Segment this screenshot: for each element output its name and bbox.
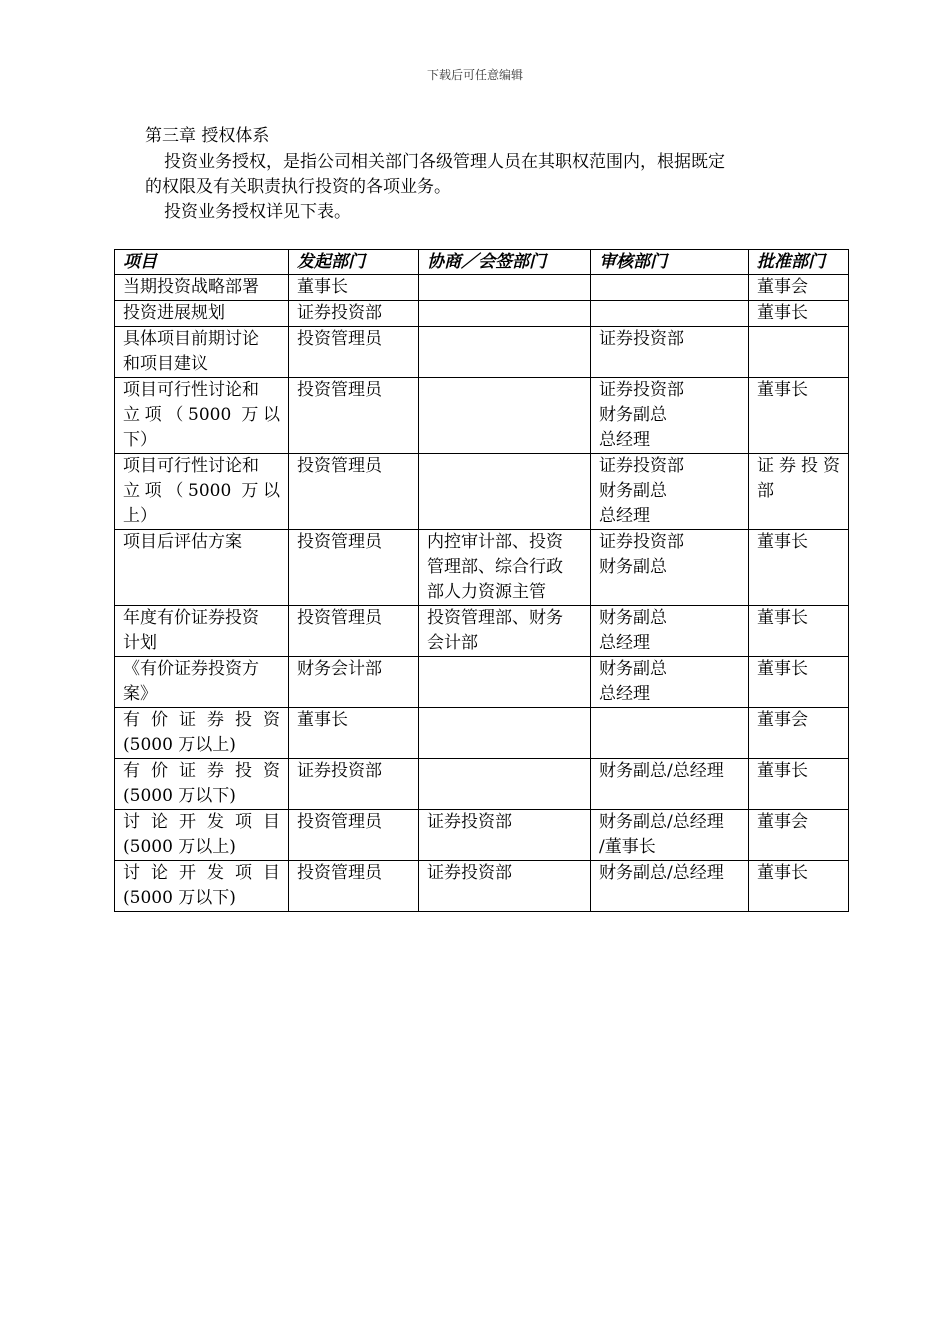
cell-line: (5000 万以上) (123, 735, 236, 755)
cell-line: 上） (123, 506, 157, 526)
cell-line: 投资管理员 (297, 329, 382, 349)
cell-line: 投资管理员 (297, 380, 382, 400)
cell-line: 总经理 (599, 684, 650, 704)
cell-consult (419, 810, 591, 861)
cell-line: 财务副总 (599, 405, 667, 425)
cell-line: 立项（5000 万以 (123, 405, 280, 425)
header-note: 下载后可任意编辑 (426, 68, 523, 82)
cell-line: 董事长 (297, 710, 348, 730)
cell-line: 项目可行性讨论和 (123, 380, 259, 400)
cell-review (591, 301, 749, 327)
cell-consult (419, 454, 591, 530)
cell-line: 投资管理员 (297, 456, 382, 476)
cell-line: 证券投资部 (599, 456, 684, 476)
table-row (115, 454, 849, 530)
cell-line: 和项目建议 (123, 354, 208, 374)
cell-item (115, 657, 289, 708)
cell-line: 董事会 (757, 277, 808, 297)
cell-review (591, 606, 749, 657)
cell-line: 投资管理部、财务 (427, 608, 563, 628)
table-row (115, 530, 849, 606)
cell-initiator (289, 759, 419, 810)
cell-consult (419, 708, 591, 759)
table-row (115, 378, 849, 454)
cell-initiator (289, 530, 419, 606)
cell-line: 计划 (123, 633, 157, 653)
cell-consult (419, 530, 591, 606)
cell-approve (749, 327, 849, 378)
table-row (115, 810, 849, 861)
cell-line: 证券投资部 (297, 303, 382, 323)
table-row (115, 606, 849, 657)
cell-initiator (289, 708, 419, 759)
cell-line: 财务会计部 (297, 659, 382, 679)
cell-approve (749, 275, 849, 301)
cell-approve (749, 530, 849, 606)
cell-approve (749, 657, 849, 708)
cell-line: 财务副总/总经理 (599, 812, 724, 832)
table-row (115, 657, 849, 708)
cell-line: 董事会 (757, 812, 808, 832)
authorization-table (114, 249, 849, 912)
cell-consult (419, 327, 591, 378)
cell-line: 财务副总 (599, 557, 667, 577)
cell-initiator (289, 275, 419, 301)
cell-line: 总经理 (599, 633, 650, 653)
table-body (115, 275, 849, 912)
cell-line: 董事长 (757, 532, 808, 552)
cell-approve (749, 454, 849, 530)
cell-line: 财务副总/总经理 (599, 863, 724, 883)
cell-approve (749, 301, 849, 327)
cell-line: 内控审计部、投资 (427, 532, 563, 552)
header-review: 审核部门 (591, 250, 749, 275)
cell-line: 财务副总 (599, 481, 667, 501)
cell-item (115, 327, 289, 378)
cell-approve (749, 378, 849, 454)
intro-paragraph-2: 投资业务授权详见下表。 (164, 202, 351, 222)
cell-line: /董事长 (599, 837, 656, 857)
cell-line: 董事长 (757, 863, 808, 883)
cell-line: 讨论开发项目 (123, 863, 280, 883)
header-initiator: 发起部门 (289, 250, 419, 275)
cell-initiator (289, 378, 419, 454)
cell-consult (419, 606, 591, 657)
cell-initiator (289, 301, 419, 327)
cell-line: 《有价证券投资方 (123, 659, 259, 679)
cell-line: 总经理 (599, 506, 650, 526)
cell-item (115, 530, 289, 606)
cell-line: 有价证券投资 (123, 761, 280, 781)
cell-line: 讨论开发项目 (123, 812, 280, 832)
cell-initiator (289, 861, 419, 912)
cell-initiator (289, 606, 419, 657)
cell-line: 证券投资部 (599, 380, 684, 400)
cell-line: 证券投资部 (599, 532, 684, 552)
cell-line: 财务副总/总经理 (599, 761, 724, 781)
cell-line: 证券投资部 (427, 863, 512, 883)
cell-item (115, 275, 289, 301)
cell-line: 证券投资部 (297, 761, 382, 781)
cell-line: 管理部、综合行政 (427, 557, 563, 577)
cell-line: 董事长 (297, 277, 348, 297)
cell-review (591, 454, 749, 530)
cell-line: 项目后评估方案 (123, 532, 242, 552)
intro-line-1: 投资业务授权，是指公司相关部门各级管理人员在其职权范围内，根据既定 (164, 152, 725, 172)
cell-line: 部 (757, 481, 774, 501)
cell-line: 董事长 (757, 761, 808, 781)
header-approve: 批准部门 (749, 250, 849, 275)
cell-review (591, 861, 749, 912)
cell-approve (749, 759, 849, 810)
header-item: 项目 (115, 250, 289, 275)
cell-line: 会计部 (427, 633, 478, 653)
cell-line: 投资进展规划 (123, 303, 225, 323)
cell-line: (5000 万以下) (123, 888, 236, 908)
cell-line: 董事长 (757, 659, 808, 679)
cell-item (115, 759, 289, 810)
cell-line: 具体项目前期讨论 (123, 329, 259, 349)
cell-line: 当期投资战略部署 (123, 277, 259, 297)
cell-line: 董事会 (757, 710, 808, 730)
cell-initiator (289, 810, 419, 861)
cell-line: 立项（5000 万以 (123, 481, 280, 501)
cell-consult (419, 378, 591, 454)
cell-line: 董事长 (757, 608, 808, 628)
cell-item (115, 708, 289, 759)
cell-consult (419, 301, 591, 327)
cell-approve (749, 861, 849, 912)
cell-review (591, 378, 749, 454)
cell-line: 证券投资 (757, 456, 840, 476)
table-row (115, 759, 849, 810)
cell-line: 投资管理员 (297, 812, 382, 832)
cell-line: 部人力资源主管 (427, 582, 546, 602)
cell-line: 下） (123, 430, 157, 450)
cell-line: 董事长 (757, 303, 808, 323)
cell-item (115, 454, 289, 530)
cell-review (591, 275, 749, 301)
cell-line: 投资管理员 (297, 608, 382, 628)
cell-approve (749, 810, 849, 861)
cell-line: 投资管理员 (297, 863, 382, 883)
cell-review (591, 759, 749, 810)
cell-consult (419, 759, 591, 810)
table-row (115, 327, 849, 378)
chapter-title: 第三章 授权体系 (145, 126, 270, 146)
cell-item (115, 378, 289, 454)
cell-item (115, 301, 289, 327)
table-row (115, 275, 849, 301)
cell-line: 投资管理员 (297, 532, 382, 552)
table-header-row (115, 250, 849, 275)
cell-item (115, 861, 289, 912)
table-row (115, 861, 849, 912)
table-row (115, 301, 849, 327)
cell-initiator (289, 327, 419, 378)
cell-item (115, 810, 289, 861)
cell-line: (5000 万以上) (123, 837, 236, 857)
cell-line: 年度有价证券投资 (123, 608, 259, 628)
cell-consult (419, 657, 591, 708)
cell-line: 有价证券投资 (123, 710, 280, 730)
cell-line: 项目可行性讨论和 (123, 456, 259, 476)
cell-initiator (289, 454, 419, 530)
cell-line: 证券投资部 (427, 812, 512, 832)
cell-item (115, 606, 289, 657)
cell-approve (749, 708, 849, 759)
cell-line: 案》 (123, 684, 157, 704)
header-consult: 协商／会签部门 (419, 250, 591, 275)
intro-paragraph (145, 150, 810, 200)
cell-line: 证券投资部 (599, 329, 684, 349)
cell-line: (5000 万以下) (123, 786, 236, 806)
cell-initiator (289, 657, 419, 708)
cell-line: 财务副总 (599, 659, 667, 679)
cell-review (591, 530, 749, 606)
cell-consult (419, 861, 591, 912)
cell-approve (749, 606, 849, 657)
cell-review (591, 657, 749, 708)
table-row (115, 708, 849, 759)
cell-line: 董事长 (757, 380, 808, 400)
cell-review (591, 810, 749, 861)
cell-line: 总经理 (599, 430, 650, 450)
intro-line-2: 的权限及有关职责执行投资的各项业务。 (145, 177, 451, 197)
cell-line: 财务副总 (599, 608, 667, 628)
cell-consult (419, 275, 591, 301)
cell-review (591, 708, 749, 759)
cell-review (591, 327, 749, 378)
